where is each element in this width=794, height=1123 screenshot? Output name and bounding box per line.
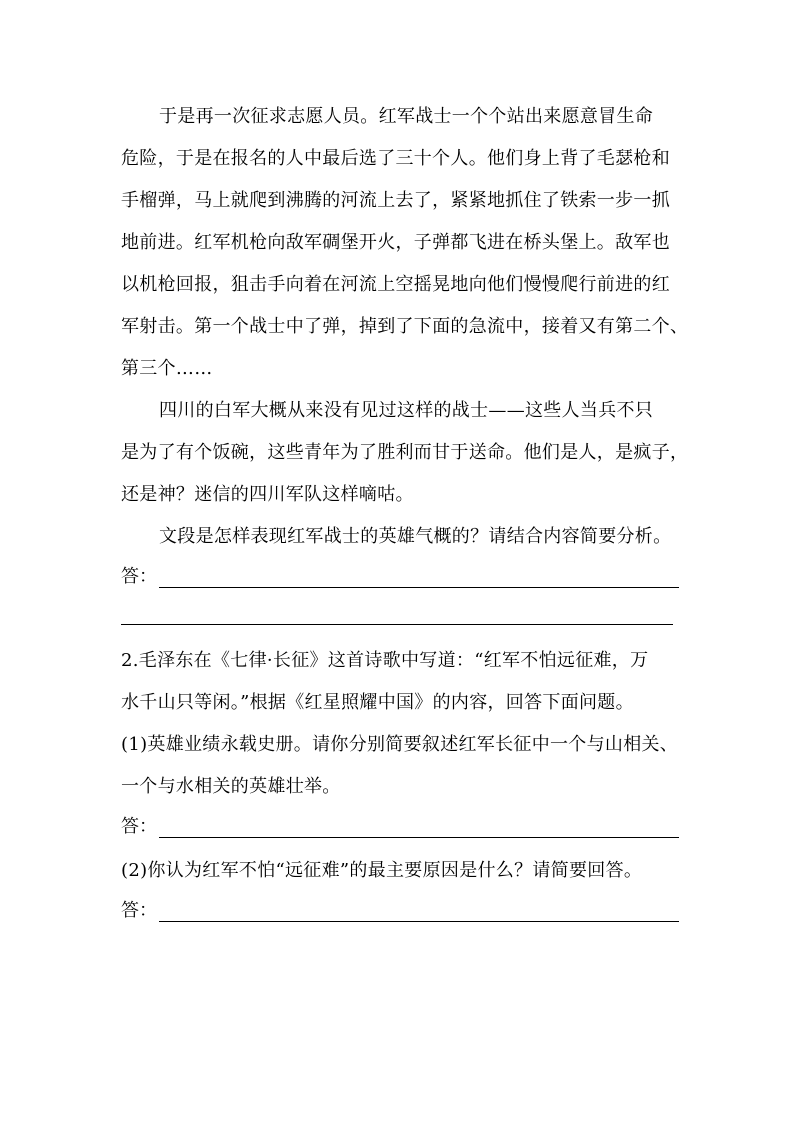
- question2-intro-line: 水千山只等闲。”根据《红星照耀中国》的内容，回答下面问题。: [121, 692, 634, 713]
- question2-sub2-answer-label: 答：: [121, 900, 157, 921]
- question1-answer-field-2[interactable]: [121, 624, 673, 625]
- question1-prompt: 文段是怎样表现红军战士的英雄气概的？请结合内容简要分析。: [159, 526, 672, 547]
- question1-answer-row: [121, 562, 679, 588]
- question2-sub1-line: 一个与水相关的英雄壮举。: [121, 776, 341, 797]
- question2-sub1-answer-field[interactable]: [159, 817, 679, 838]
- question2-sub2-answer-row: [121, 896, 679, 922]
- question2-intro-line: 2.毛泽东在《七律·长征》这首诗歌中写道：“红军不怕远征难，万: [121, 650, 649, 671]
- passage-line: 于是再一次征求志愿人员。红军战士一个个站出来愿意冒生命: [159, 106, 654, 127]
- question2-sub2-answer-field[interactable]: [159, 901, 679, 922]
- question2-sub1-answer-row: [121, 812, 679, 838]
- passage-line: 手榴弹，马上就爬到沸腾的河流上去了，紧紧地抓住了铁索一步一抓: [121, 190, 670, 211]
- question1-answer-field[interactable]: [159, 567, 679, 588]
- passage-line: 还是神？迷信的四川军队这样嘀咕。: [121, 484, 414, 505]
- passage-line: 四川的白军大概从来没有见过这样的战士——这些人当兵不只: [159, 400, 654, 421]
- passage-line: 危险，于是在报名的人中最后选了三十个人。他们身上背了毛瑟枪和: [121, 148, 670, 169]
- question1-answer-label: 答：: [121, 566, 157, 587]
- question2-sub1-answer-label: 答：: [121, 816, 157, 837]
- passage-line: 军射击。第一个战士中了弹，掉到了下面的急流中，接着又有第二个、: [121, 316, 689, 337]
- passage-line: 是为了有个饭碗，这些青年为了胜利而甘于送命。他们是人，是疯子，: [121, 442, 689, 463]
- passage-line: 第三个……: [121, 358, 213, 379]
- passage-line: 地前进。红军机枪向敌军碉堡开火，子弹都飞进在桥头堡上。敌军也: [121, 232, 670, 253]
- question2-sub2-prompt: (2)你认为红军不怕“远征难”的最主要原因是什么？请简要回答。: [121, 860, 643, 881]
- question2-sub1-line: (1)英雄业绩永载史册。请你分别简要叙述红军长征中一个与山相关、: [121, 734, 679, 755]
- passage-line: 以机枪回报，狙击手向着在河流上空摇晃地向他们慢慢爬行前进的红: [121, 274, 670, 295]
